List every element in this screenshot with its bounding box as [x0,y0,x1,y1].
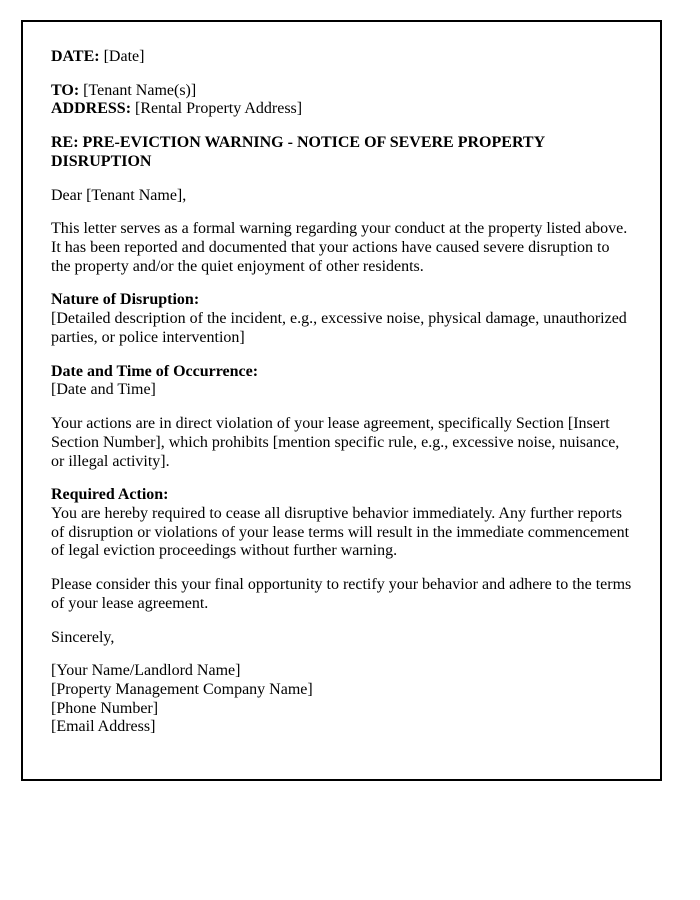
signature-name: [Your Name/Landlord Name] [51,662,241,680]
occurrence-text: [Date and Time] [51,381,156,399]
intro-paragraph: This letter serves as a formal warning regarding your conduct at the property listed above. It has been reported and documented that your actions have caused severe disruption to the property and/or the quiet enjoyment of other residents. [51,220,628,275]
signature-company: [Property Management Company Name] [51,680,313,698]
required-action-text: You are hereby required to cease all disruptive behavior immediately. Any further reports of disruption or violations of your lease terms will result in the immediate commencement of legal eviction proceedings without further warning. [51,504,630,560]
subject-line: RE: PRE-EVICTION WARNING - NOTICE OF SEVERE PROPERTY DISRUPTION [51,134,545,170]
final-notice-paragraph: Please consider this your final opportunity to rectify your behavior and adhere to the terms of your lease agreement. [51,576,632,612]
signature-email: [Email Address] [51,718,156,736]
required-action-section [51,486,632,561]
nature-of-disruption-section [51,291,632,347]
violation-paragraph: Your actions are in direct violation of your lease agreement, specifically Section [Insert Section Number], which prohibits [mention specific rule, e.g., excessive noise, nuisance, or illegal activity]. [51,415,620,470]
nature-heading: Nature of Disruption: [51,291,200,309]
to-label: TO: [51,81,80,99]
signoff: Sincerely, [51,628,115,646]
to-value: [Tenant Name(s)] [83,81,197,99]
nature-text: [Detailed description of the incident, e.g., excessive noise, physical damage, unauthorized parties, or police intervention] [51,310,627,346]
signature-phone: [Phone Number] [51,699,159,717]
signature-block [51,662,632,737]
occurrence-heading: Date and Time of Occurrence: [51,362,259,380]
salutation: Dear [Tenant Name], [51,186,187,204]
address-label: ADDRESS: [51,100,132,118]
date-value: [Date] [103,48,145,65]
date-line [51,48,632,67]
required-action-heading: Required Action: [51,486,169,504]
occurrence-section [51,363,632,400]
letter-frame [21,20,662,781]
address-value: [Rental Property Address] [135,100,303,118]
recipient-block [51,82,632,119]
date-label: DATE: [51,48,100,65]
